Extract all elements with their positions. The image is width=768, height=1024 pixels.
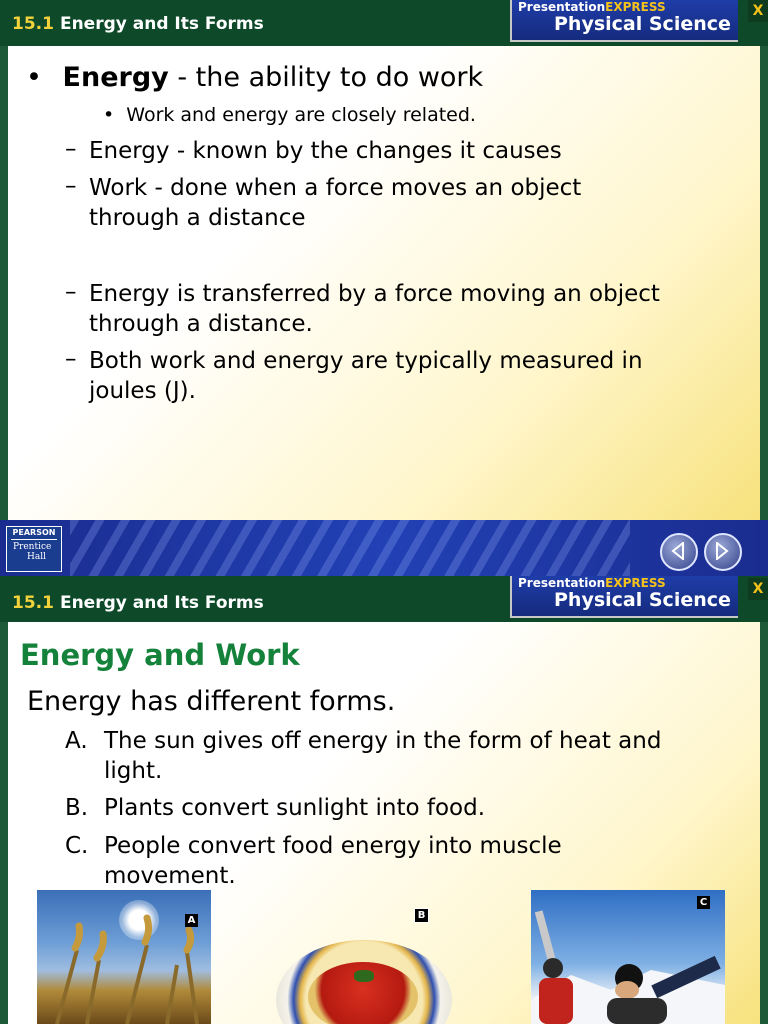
slide-footer: [0, 520, 768, 576]
sub-bullet: [103, 104, 476, 126]
photo-tag-c: C: [697, 896, 710, 909]
brand-small-text: [518, 0, 666, 14]
lead-text: Energy has different forms.: [27, 686, 396, 717]
arrow-left-icon: [670, 542, 686, 560]
list-item-continued: light.: [104, 758, 163, 784]
photo-skiers: [531, 890, 725, 1024]
footer-pattern: [70, 520, 630, 576]
dash-item-continued: joules (J).: [89, 378, 196, 404]
dash-item: Energy - known by the changes it causes: [89, 138, 562, 164]
close-button[interactable]: X: [748, 0, 768, 22]
brand-prefix: Presentation: [518, 576, 606, 590]
presentation-express-logo: [510, 576, 738, 618]
dash-marker: –: [65, 136, 77, 162]
sub-bullet-dot: •: [103, 104, 115, 126]
basil-leaf: [354, 970, 374, 982]
photo-tag-a: A: [185, 914, 198, 927]
brand-suffix: EXPRESS: [605, 0, 666, 14]
list-marker: A.: [65, 728, 88, 754]
list-item: People convert food energy into muscle: [104, 833, 562, 859]
section-title-text: Energy and Its Forms: [59, 593, 264, 613]
section-title: [12, 593, 264, 613]
presentation-express-logo: [510, 0, 738, 42]
photo-spaghetti: [268, 900, 468, 1024]
bullet-main: [26, 62, 483, 93]
list-item-continued: movement.: [104, 863, 236, 889]
arrow-right-icon: [714, 542, 730, 560]
logo-divider: [11, 539, 57, 540]
dash-marker: –: [65, 173, 77, 199]
close-button[interactable]: X: [748, 578, 768, 600]
slide-content: [8, 46, 760, 520]
brand-prefix: Presentation: [518, 0, 606, 14]
skiers-illustration: [531, 890, 725, 1024]
brand-suffix: EXPRESS: [605, 576, 666, 590]
slide-content: [8, 622, 760, 1024]
dash-marker: –: [65, 279, 77, 305]
bullet-dot: •: [26, 62, 42, 93]
section-number: 15.1: [12, 593, 54, 613]
dash-item: Work - done when a force moves an object: [89, 175, 582, 201]
logo-line-2: Prentice: [13, 542, 52, 552]
dash-item: Energy is transferred by a force moving an object: [89, 281, 660, 307]
dash-item-continued: through a distance: [89, 205, 306, 231]
bullet-rest: - the ability to do work: [168, 62, 484, 93]
photo-tag-b: B: [414, 908, 429, 923]
brand-big-text: Physical Science: [554, 589, 731, 611]
photo-sun-wheat: [37, 890, 211, 1024]
logo-text: [13, 542, 51, 562]
slide-2: [0, 576, 768, 1024]
slide-heading: Energy and Work: [20, 638, 300, 672]
logo-line-3: Hall: [27, 552, 46, 562]
pearson-prentice-hall-logo: [6, 526, 62, 572]
list-marker: C.: [65, 833, 89, 859]
section-number: 15.1: [12, 14, 54, 34]
sub-bullet-text: Work and energy are closely related.: [126, 104, 476, 126]
brand-small-text: [518, 576, 666, 590]
brand-big-text: Physical Science: [554, 13, 731, 35]
wheat-stalks: [37, 890, 211, 1024]
previous-slide-button[interactable]: [660, 533, 698, 571]
next-slide-button[interactable]: [704, 533, 742, 571]
dash-item-continued: through a distance.: [89, 311, 313, 337]
dash-marker: –: [65, 346, 77, 372]
list-item: Plants convert sunlight into food.: [104, 795, 486, 821]
list-marker: B.: [65, 795, 89, 821]
section-title-text: Energy and Its Forms: [59, 14, 264, 34]
list-item: The sun gives off energy in the form of heat and: [104, 728, 662, 754]
bullet-term: Energy: [62, 62, 169, 93]
logo-line-1: PEARSON: [12, 528, 56, 537]
dash-item: Both work and energy are typically measured in: [89, 348, 643, 374]
section-title: [12, 14, 264, 34]
